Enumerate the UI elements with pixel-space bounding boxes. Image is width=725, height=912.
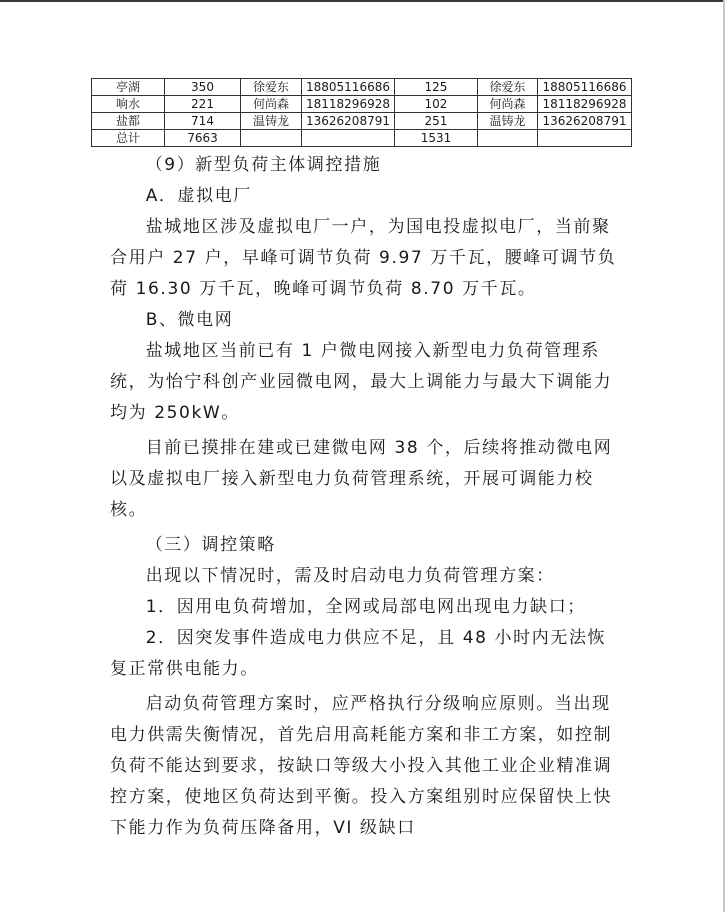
section-heading-9: （9）新型负荷主体调控措施 bbox=[145, 155, 382, 175]
table-cell: 350 bbox=[165, 79, 241, 96]
list-item-condition-2: 2．因突发事件造成电力供应不足，且 48 小时内无法恢复正常供电能力。 bbox=[110, 628, 607, 679]
table-cell: 13626208791 bbox=[537, 113, 631, 130]
table-cell: 18805116686 bbox=[302, 79, 395, 96]
section-heading-strategy: （三）调控策略 bbox=[145, 535, 276, 555]
table-cell: 7663 bbox=[165, 130, 241, 147]
load-contact-table bbox=[91, 78, 632, 147]
table-cell bbox=[302, 130, 395, 147]
paragraph-trigger-conditions: 出现以下情况时，需及时启动电力负荷管理方案： bbox=[145, 566, 555, 586]
list-item-condition-1: 1．因用电负荷增加，全网或局部电网出现电力缺口； bbox=[145, 597, 586, 617]
subheading-microgrid: B、微电网 bbox=[145, 310, 234, 330]
paragraph-virtual-power-plant: 盐城地区涉及虚拟电厂一户，为国电投虚拟电厂，当前聚合用户 27 户，早峰可调节负荷 9.97 万千瓦，腰峰可调节负荷 16.30 万千瓦，晚峰可调节负荷 8.70 万千瓦。 bbox=[110, 217, 617, 299]
paragraph-microgrid-plan: 目前已摸排在建或已建微电网 38 个，后续将推动微电网以及虚拟电厂接入新型电力负荷管理系统，开展可调能力校核。 bbox=[110, 438, 613, 520]
table-row bbox=[92, 79, 632, 96]
table-cell: 徐爱东 bbox=[241, 79, 302, 96]
table-cell: 18118296928 bbox=[302, 96, 395, 113]
subheading-virtual-power-plant: A．虚拟电厂 bbox=[145, 186, 252, 206]
table-cell: 13626208791 bbox=[302, 113, 395, 130]
table-cell: 714 bbox=[165, 113, 241, 130]
table-cell: 温铸龙 bbox=[477, 113, 537, 130]
table-row bbox=[92, 96, 632, 113]
table-cell: 251 bbox=[394, 113, 477, 130]
table-cell: 总计 bbox=[92, 130, 165, 147]
table-cell: 盐都 bbox=[92, 113, 165, 130]
table-cell: 221 bbox=[165, 96, 241, 113]
table-cell: 响水 bbox=[92, 96, 165, 113]
table-cell: 何尚森 bbox=[477, 96, 537, 113]
table-cell: 18805116686 bbox=[537, 79, 631, 96]
table-cell bbox=[537, 130, 631, 147]
table-cell: 125 bbox=[394, 79, 477, 96]
table-cell: 102 bbox=[394, 96, 477, 113]
table-cell: 1531 bbox=[394, 130, 477, 147]
paragraph-microgrid: 盐城地区当前已有 1 户微电网接入新型电力负荷管理系统，为怡宁科创产业园微电网，最大上调能力与最大下调能力均为 250kW。 bbox=[110, 341, 613, 423]
table-row-total bbox=[92, 130, 632, 147]
table-row bbox=[92, 113, 632, 130]
table-cell bbox=[477, 130, 537, 147]
table-cell: 徐爱东 bbox=[477, 79, 537, 96]
table-cell: 18118296928 bbox=[537, 96, 631, 113]
table-cell: 温铸龙 bbox=[241, 113, 302, 130]
paragraph-response-principle: 启动负荷管理方案时，应严格执行分级响应原则。当出现电力供需失衡情况，首先启用高耗能方案和非工方案，如控制负荷不能达到要求，按缺口等级大小投入其他工业企业精准调控方案，使地区负荷达到平衡。投入方案组别时应保留快上快下能力作为负荷压降备用，VI 级缺口 bbox=[110, 694, 613, 838]
top-border-line bbox=[0, 0, 725, 2]
document-body bbox=[110, 150, 620, 844]
table-cell bbox=[241, 130, 302, 147]
table-cell: 亭湖 bbox=[92, 79, 165, 96]
table-cell: 何尚森 bbox=[241, 96, 302, 113]
